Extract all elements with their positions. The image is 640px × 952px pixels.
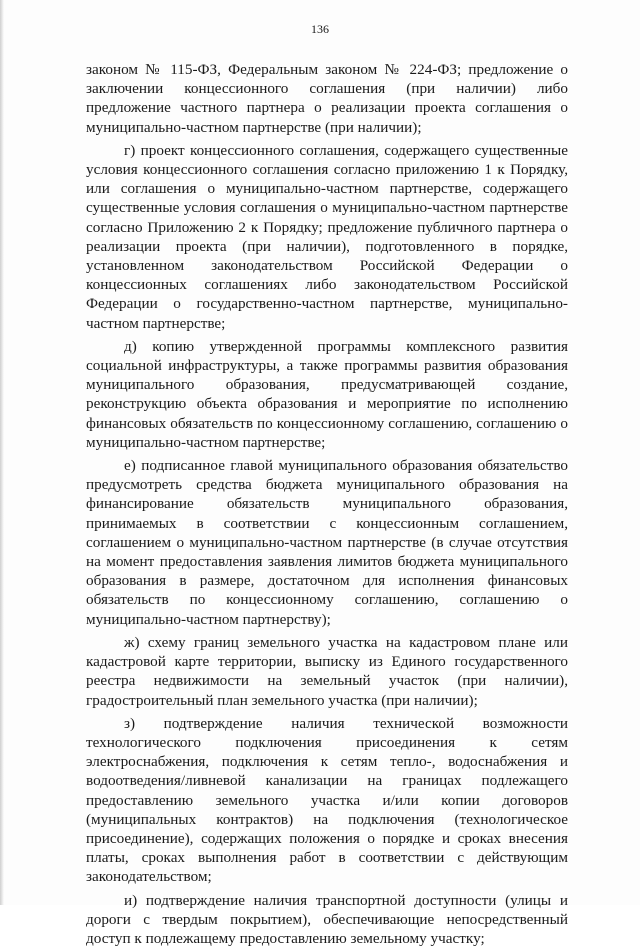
paragraph-item-zh: ж) схему границ земельного участка на кадастровом плане или кадастровой карте территории, выписку из Единого государственного реестра недвижимости на земельный участок (при наличии), градостроительный план земельного участка (при наличии); [86,633,568,709]
paragraph-item-i: и) подтверждение наличия транспортной доступности (улицы и дороги с твердым покрытием), обеспечивающие непосредственный доступ к подлежащему предоставлению земельному участку; [86,891,568,947]
page-number: 136 [311,22,329,36]
paragraph-continuation: законом № 115-ФЗ, Федеральным законом № 224-ФЗ; предложение о заключении концессионного соглашения (при наличии) либо предложение частного партнера о реализации проекта соглашения о муниципально-частном партнерстве (при наличии); [86,61,568,136]
paragraph-item-d: д) копию утвержденной программы комплексного развития социальной инфраструктуры, а также программы развития образования муниципального образования, предусматривающей создание, реконструкцию объекта образования и мероприятие по исполнению финансовых обязательств по концессионному соглашению, соглашению о муниципально-частном партнерстве; [86,337,568,451]
scan-edge-shadow [0,0,4,905]
paragraph-item-z: з) подтверждение наличия технической возможности технологического подключения присоединения к сетям электроснабжения, подключения к сетям тепло-, водоснабжения и водоотведения/ливневой канализации на границах подлежащего предоставлению земельного участка и/или копии договоров (муниципальных контрактов) на подключения (технологическое присоединение), содержащих положения о порядке и сроках внесения платы, сроках выполнения работ в соответствии с действующим законодательством; [86,714,568,886]
paragraph-item-g: г) проект концессионного соглашения, содержащего существенные условия концессионного соглашения согласно приложению 1 к Порядку, или соглашения о муниципально-частном партнерстве, содержащего существенные условия соглашения о муниципально-частном партнерстве согласно Приложению 2 к Порядку; предложение публичного партнера о реализации проекта (при наличии), подготовленного в порядке, установленном законодательством Российской Федерации о концессионных соглашениях либо законодательством Российской Федерации о государственно-частном партнерстве, муниципально-частном партнерстве; [86,141,568,332]
paragraph-item-e: е) подписанное главой муниципального образования обязательство предусмотреть средства бюджета муниципального образования на финансирование обязательств муниципального образования, принимаемых в соответствии с концессионным соглашением, соглашением о муниципально-частном партнерстве (в случае отсутствия на момент предоставления заявления лимитов бюджета муниципального образования в размере, достаточном для исполнения финансовых обязательств по концессионному соглашению, соглашению о муниципально-частном партнерству); [86,457,568,628]
document-body [86,60,568,952]
